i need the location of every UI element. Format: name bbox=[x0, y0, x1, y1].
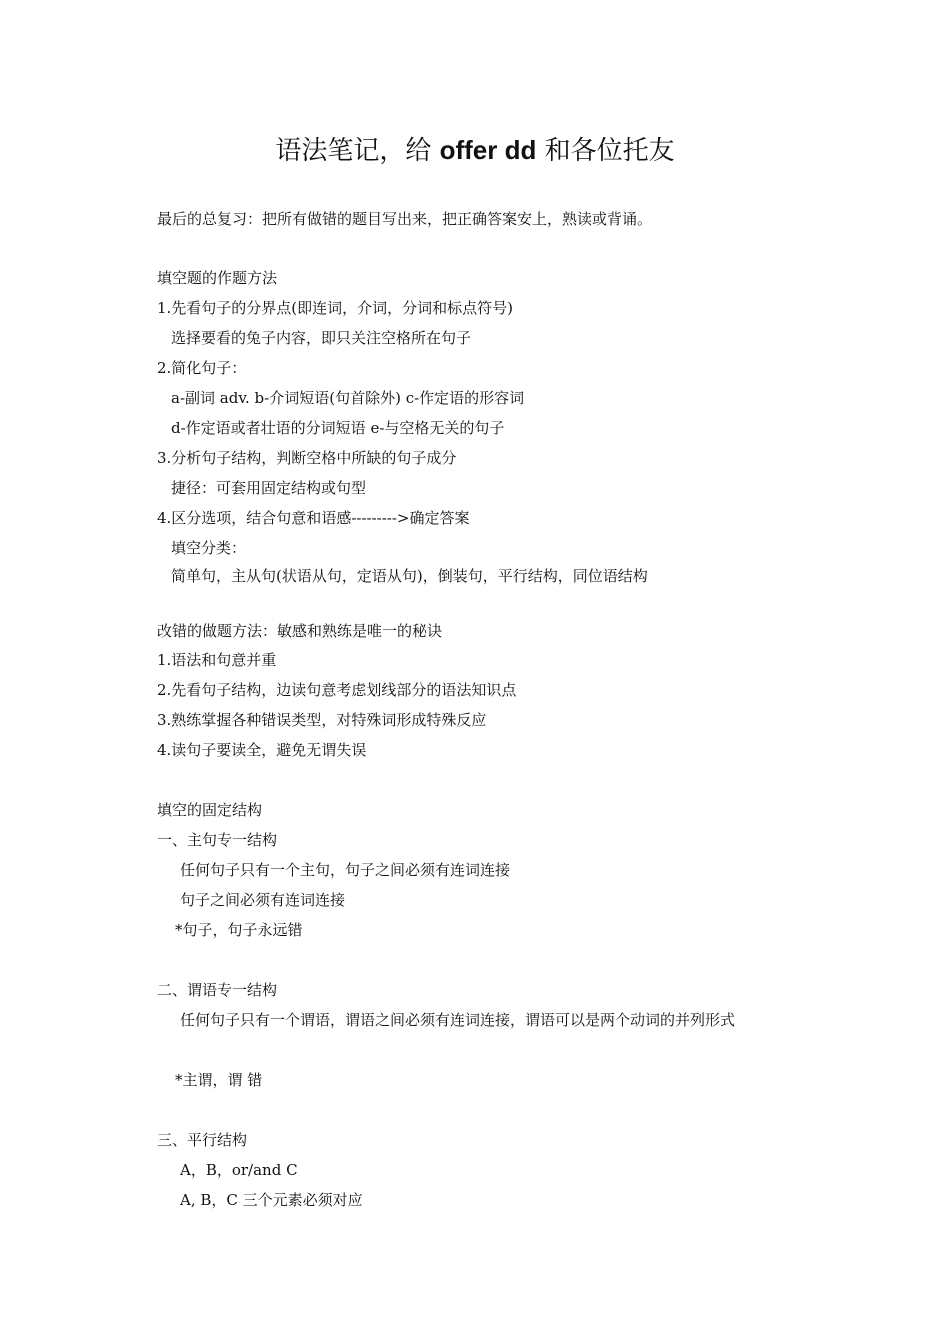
section-heading: 二、谓语专一结构 bbox=[157, 981, 278, 999]
section-heading: 三、平行结构 bbox=[157, 1131, 248, 1149]
section-line: *主谓，谓 错 bbox=[175, 1071, 263, 1089]
fill-line: 2.简化句子： bbox=[157, 359, 247, 377]
fill-line: 1.先看句子的分界点(即连词，介词，分词和标点符号) bbox=[157, 299, 514, 317]
section-line: *句子，句子永远错 bbox=[175, 921, 303, 939]
section-line: A，B，or/and C bbox=[180, 1161, 298, 1179]
section-line: A, B，C 三个元素必须对应 bbox=[180, 1191, 363, 1209]
title-bold: offer dd bbox=[439, 135, 537, 165]
fill-line: 4.区分选项，结合句意和语感--------->确定答案 bbox=[157, 509, 470, 527]
fill-line: 简单句，主从句(状语从句，定语从句)，倒装句，平行结构，同位语结构 bbox=[171, 567, 648, 585]
section-line: 任何句子只有一个谓语，谓语之间必须有连词连接，谓语可以是两个动词的并列形式 bbox=[180, 1011, 736, 1029]
fill-line: 捷径：可套用固定结构或句型 bbox=[171, 479, 367, 497]
correction-line: 1.语法和句意并重 bbox=[157, 651, 277, 669]
fill-heading: 填空题的作题方法 bbox=[157, 269, 278, 287]
fill-line: a-副词 adv. b-介词短语(句首除外) c-作定语的形容词 bbox=[171, 389, 525, 407]
section-line: 任何句子只有一个主句，句子之间必须有连词连接 bbox=[180, 861, 511, 879]
title-pre: 语法笔记，给 bbox=[275, 136, 440, 166]
correction-line: 3.熟练掌握各种错误类型，对特殊词形成特殊反应 bbox=[157, 711, 487, 729]
page-title bbox=[0, 132, 950, 169]
fill-line: 3.分析句子结构，判断空格中所缺的句子成分 bbox=[157, 449, 457, 467]
title-post: 和各位托友 bbox=[536, 136, 675, 166]
section-line: 句子之间必须有连词连接 bbox=[180, 891, 346, 909]
correction-line: 2.先看句子结构，边读句意考虑划线部分的语法知识点 bbox=[157, 681, 517, 699]
fixed-heading: 填空的固定结构 bbox=[157, 801, 263, 819]
section-heading: 一、主句专一结构 bbox=[157, 831, 278, 849]
fill-line: 填空分类： bbox=[171, 539, 247, 557]
fill-line: d-作定语或者壮语的分词短语 e-与空格无关的句子 bbox=[171, 419, 505, 437]
correction-heading: 改错的做题方法：敏感和熟练是唯一的秘诀 bbox=[157, 622, 443, 640]
correction-line: 4.读句子要读全，避免无谓失误 bbox=[157, 741, 367, 759]
fill-line: 选择要看的兔子内容，即只关注空格所在句子 bbox=[171, 329, 472, 347]
intro-text: 最后的总复习：把所有做错的题目写出来，把正确答案安上，熟读或背诵。 bbox=[157, 210, 653, 228]
